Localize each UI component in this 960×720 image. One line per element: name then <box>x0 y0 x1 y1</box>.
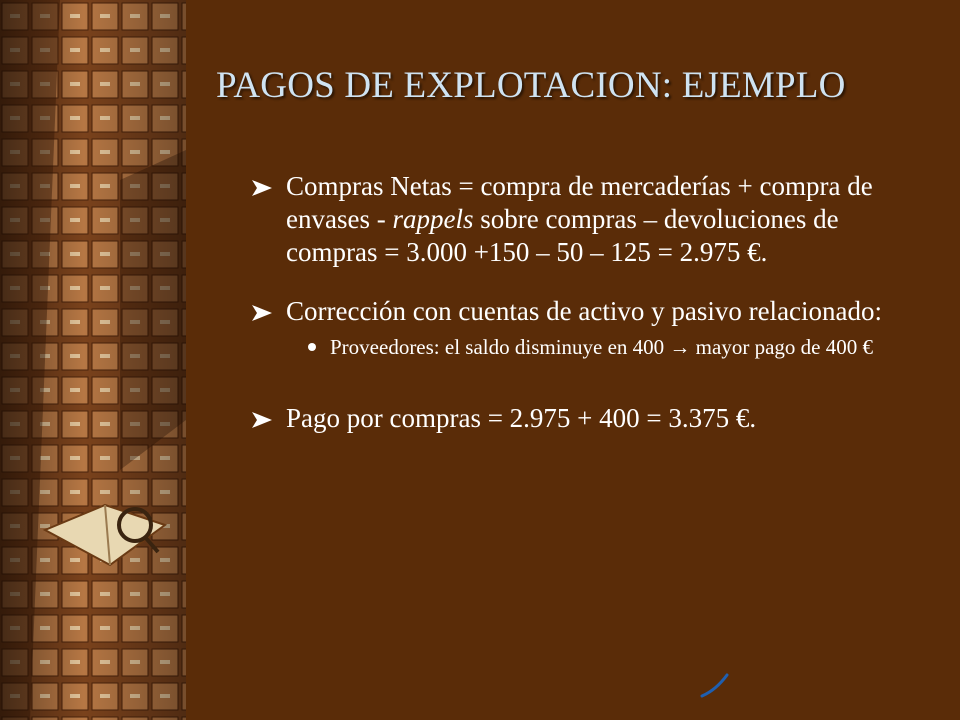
open-book-icon <box>40 470 170 580</box>
arrow-bullet-icon <box>252 180 272 196</box>
drawers-illustration <box>0 0 186 720</box>
bullet-compras-netas <box>246 170 906 269</box>
slide-content <box>246 170 906 457</box>
sub-bullet-text: Proveedores: el saldo disminuye en 400 → mayor pago de 400 € <box>330 335 873 359</box>
arrow-bullet-icon <box>252 305 272 321</box>
library-drawers-image <box>0 0 186 720</box>
bullet-pago-por-compras <box>246 402 906 435</box>
bullet-text: Pago por compras = 2.975 + 400 = 3.375 €. <box>286 403 757 433</box>
arrow-bullet-icon <box>252 412 272 428</box>
bullet-italic-text: rappels <box>392 204 474 234</box>
dot-bullet-icon <box>308 343 316 351</box>
sub-bullet-proveedores <box>246 334 906 360</box>
slide-title: PAGOS DE EXPLOTACION: EJEMPLO <box>216 65 846 106</box>
bullet-text-continued: sobre compras – devoluciones de compras = 3.000 +150 – 50 – 125 = 2.975 €. <box>286 204 839 267</box>
pen-stroke-icon <box>700 672 730 698</box>
bullet-correccion <box>246 295 906 328</box>
bullet-text: Compras Netas = compra de mercaderías + compra de envases - <box>286 171 873 234</box>
bullet-text: Corrección con cuentas de activo y pasivo relacionado: <box>286 296 883 326</box>
